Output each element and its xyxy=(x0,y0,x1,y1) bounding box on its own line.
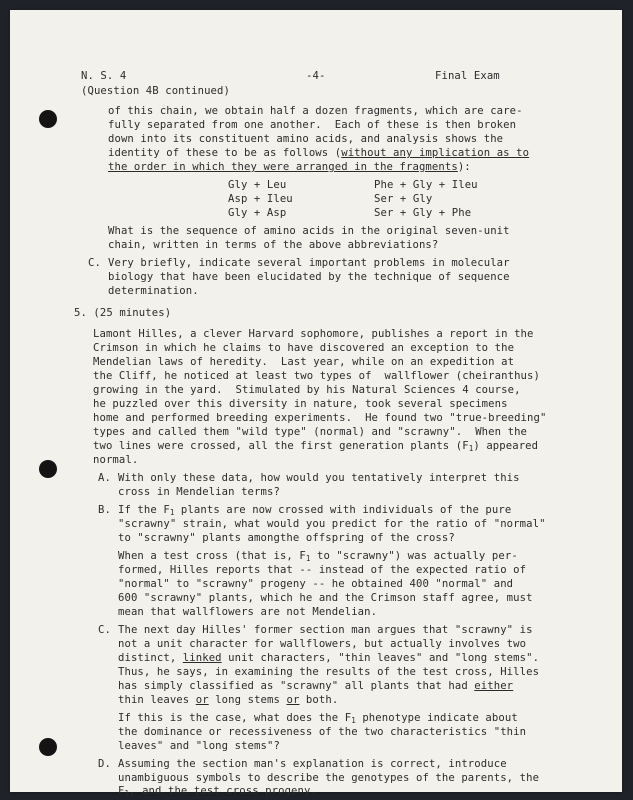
exam-page xyxy=(10,10,622,798)
q5d-line: Assuming the section man's explanation is correct, introduce xyxy=(118,758,507,770)
q5d-label: D. xyxy=(98,758,111,770)
q5b-line: "scrawny" strain, what would you predict for the ratio of "normal" xyxy=(118,518,546,530)
q5a-line: cross in Mendelian terms? xyxy=(118,486,280,498)
page-number: -4- xyxy=(306,70,326,82)
q5-intro-line: Mendelian laws of heredity. Last year, while on an expedition at xyxy=(93,356,515,368)
q5b-para-line: 600 "scrawny" plants, which he and the Crimson staff agree, must xyxy=(118,592,533,604)
q4c-line: biology that have been elucidated by the technique of sequence xyxy=(108,271,510,283)
q4b-question: chain, written in terms of the above abbreviations? xyxy=(108,239,439,251)
q5b-line: If the $F_1$ plants are now crossed with individuals of the pure xyxy=(118,504,512,517)
q4b-line: the order in which they were arranged in the fragments): xyxy=(108,161,471,173)
q5c-line: Thus, he says, in examining the results of the test cross, Hilles xyxy=(118,666,540,678)
q5a-label: A. xyxy=(98,472,111,484)
underlined-text: without any implication as to xyxy=(341,147,530,159)
q5-intro-line: the Cliff, he noticed at least two types of wallflower (cheiranthus) xyxy=(93,370,540,382)
q4c-line: Very briefly, indicate several important problems in molecular xyxy=(108,257,510,269)
punch-hole xyxy=(39,110,57,128)
q5b-para-line: When a test cross (that is, $F_1$ to "scrawny") was actually per- xyxy=(118,550,518,563)
q5c-line: distinct, linked unit characters, "thin leaves" and "long stems". xyxy=(118,652,540,664)
fragment-left: Gly + Asp xyxy=(228,207,287,219)
fragment-right: Ser + Gly xyxy=(374,193,433,205)
q5d-line: $F_1$, and the test cross progeny. xyxy=(118,785,317,798)
fragment-left: Gly + Leu xyxy=(228,179,287,191)
q4b-line: identity of these to be as follows (without any implication as to xyxy=(108,147,530,159)
q4b-question: What is the sequence of amino acids in the original seven-unit xyxy=(108,225,510,237)
continued-label: (Question 4B continued) xyxy=(81,85,230,97)
q5c-line: not a unit character for wallflowers, but actually involves two xyxy=(118,638,527,650)
underlined-text: the order in which they were arranged in the fragments xyxy=(108,161,458,173)
course-code: N. S. 4 xyxy=(81,70,127,82)
q5d-line: unambiguous symbols to describe the genotypes of the parents, the xyxy=(118,772,540,784)
q5c-line: The next day Hilles' former section man argues that "scrawny" is xyxy=(118,624,533,636)
q5c-label: C. xyxy=(98,624,111,636)
underlined-text: or xyxy=(195,694,209,706)
punch-hole xyxy=(39,460,57,478)
q5-intro-line: normal. xyxy=(93,454,139,466)
punch-hole xyxy=(39,738,57,756)
q5-intro-line: home and performed breeding experiments. He found two "true-breeding" xyxy=(93,412,547,424)
q5c-para-line: the dominance or recessiveness of the two characteristics "thin xyxy=(118,726,527,738)
q5c-line: thin leaves or long stems or both. xyxy=(118,694,339,706)
q5-intro-line: growing in the yard. Stimulated by his Natural Sciences 4 course, xyxy=(93,384,521,396)
q5c-para-line: leaves" and "long stems"? xyxy=(118,740,280,752)
q5b-para-line: mean that wallflowers are not Mendelian. xyxy=(118,606,378,618)
q5b-line: to "scrawny" plants amongthe offspring of the cross? xyxy=(118,532,455,544)
underlined-text: either xyxy=(474,680,514,692)
underlined-text: linked xyxy=(182,652,222,664)
q5-intro-line: he puzzled over this diversity in nature, took several specimens xyxy=(93,398,508,410)
q4b-line: fully separated from one another. Each of these is then broken xyxy=(108,119,517,131)
q4b-line: of this chain, we obtain half a dozen fragments, which are care- xyxy=(108,105,523,117)
q5c-para-line: If this is the case, what does the $F_1$ phenotype indicate about xyxy=(118,712,518,725)
underlined-text: or xyxy=(286,694,300,706)
exam-title: Final Exam xyxy=(435,70,500,82)
q5a-line: With only these data, how would you tentatively interpret this xyxy=(118,472,520,484)
q5b-para-line: "normal" to "scrawny" progeny -- he obtained 400 "normal" and xyxy=(118,578,514,590)
q4c-label: C. xyxy=(88,257,101,269)
q5-intro-line: Crimson in which he claims to have discovered an exception to the xyxy=(93,342,515,354)
q5-intro-line: Lamont Hilles, a clever Harvard sophomore, publishes a report in the xyxy=(93,328,534,340)
fragment-right: Ser + Gly + Phe xyxy=(374,207,472,219)
fragment-right: Phe + Gly + Ileu xyxy=(374,179,478,191)
fragment-left: Asp + Ileu xyxy=(228,193,293,205)
q5b-para-line: formed, Hilles reports that -- instead of the expected ratio of xyxy=(118,564,527,576)
q5-heading: 5. (25 minutes) xyxy=(74,307,172,319)
q4b-line: down into its constituent amino acids, and analysis shows the xyxy=(108,133,504,145)
q5-intro-line: two lines were crossed, all the first generation plants $(F_1)$ appeared xyxy=(93,440,539,453)
q5-intro-line: types and called them "wild type" (normal) and "scrawny". When the xyxy=(93,426,528,438)
q5b-label: B. xyxy=(98,504,111,516)
q4c-line: determination. xyxy=(108,285,199,297)
q5c-line: has simply classified as "scrawny" all plants that had either xyxy=(118,680,514,692)
